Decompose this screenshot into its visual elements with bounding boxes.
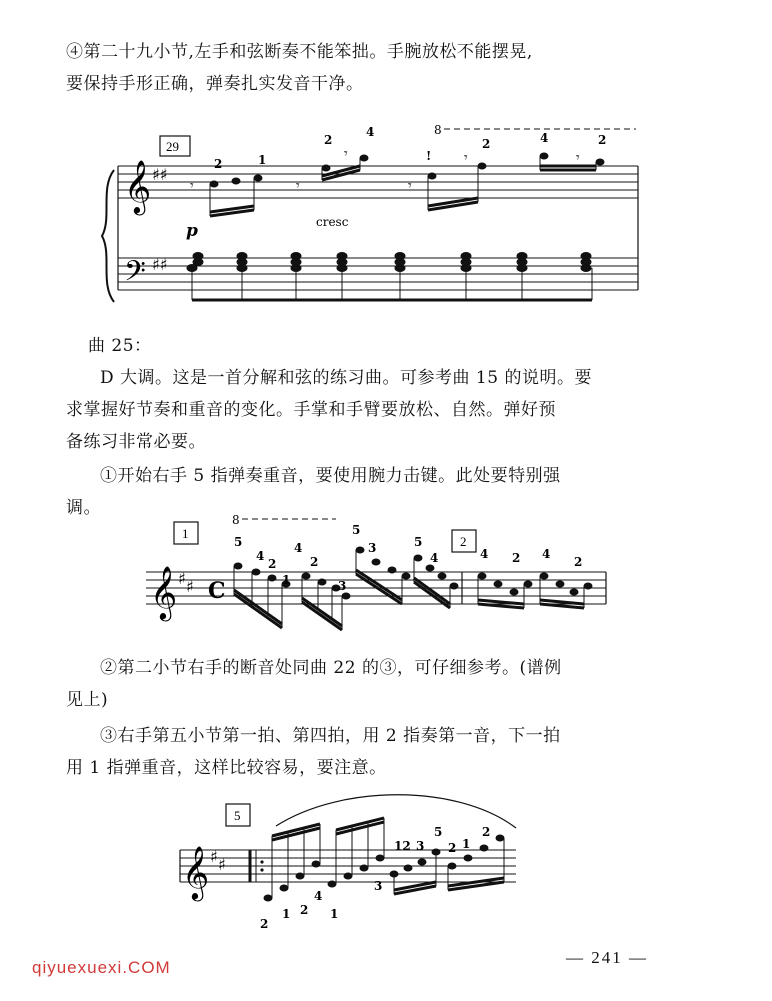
fingerings [214, 125, 606, 171]
svg-text:5: 5 [434, 825, 443, 839]
key-signature-sharps: ♯ [210, 847, 218, 866]
treble-clef: 𝄞 [150, 565, 178, 619]
text-line: ①开始右手 5 指弹奏重音，要使用腕力击键。此处要特别强 [100, 466, 561, 486]
score-excerpt-measures-1-2 [146, 512, 616, 642]
svg-text:𝄾: 𝄾 [576, 150, 580, 166]
text-line: 要保持手形正确，弹奏扎实发音干净。 [66, 74, 364, 94]
measure-number: 1 [182, 526, 189, 541]
dynamic-marking: p [186, 221, 198, 241]
svg-text:1: 1 [330, 907, 339, 921]
measure-number: 5 [234, 808, 241, 823]
svg-text:2: 2 [448, 841, 457, 855]
treble-notes [264, 818, 504, 901]
svg-text:4: 4 [430, 551, 439, 565]
piece-heading [88, 330, 728, 362]
text-line: ③右手第五小节第一拍、第四拍，用 2 指奏第一音，下一拍 [100, 726, 561, 746]
svg-text:5: 5 [352, 523, 361, 537]
svg-text:1: 1 [282, 907, 291, 921]
svg-text:1: 1 [282, 573, 291, 587]
octave-mark: 8 [232, 513, 240, 527]
svg-text:2: 2 [260, 917, 269, 931]
svg-text:1: 1 [462, 837, 471, 851]
svg-text:2: 2 [324, 133, 333, 147]
watermark: qiyuexuexi.COM [32, 958, 171, 977]
page-number: — 241 — [566, 948, 648, 967]
key-signature-sharps: ♯ [218, 855, 226, 874]
svg-text:2: 2 [268, 557, 277, 571]
svg-text:4: 4 [294, 541, 303, 555]
svg-text:𝄾: 𝄾 [344, 146, 348, 162]
svg-text:1: 1 [258, 153, 267, 167]
fingerings [260, 825, 490, 931]
treble-notes [210, 153, 604, 216]
svg-text:4: 4 [480, 547, 489, 561]
octave-mark: 8 [434, 123, 442, 137]
paragraph-measure-29-note [66, 36, 706, 100]
paragraph-note-3 [66, 720, 706, 784]
svg-text:𝄾: 𝄾 [408, 178, 412, 194]
svg-text:𝄾: 𝄾 [190, 178, 194, 194]
expression-marking: cresc [316, 215, 349, 229]
paragraph-note-2 [66, 652, 706, 716]
key-signature-sharps: ♯ [186, 577, 194, 596]
svg-text:2: 2 [310, 555, 319, 569]
text-line: 备练习非常必要。 [66, 432, 206, 452]
svg-text:4: 4 [542, 547, 551, 561]
svg-text:4: 4 [256, 549, 265, 563]
treble-clef: 𝄞 [124, 159, 152, 213]
score-excerpt-measure-5 [172, 790, 532, 940]
svg-text:4: 4 [366, 125, 375, 139]
svg-text:𝄾: 𝄾 [296, 178, 300, 194]
key-signature-sharps: ♯ [178, 569, 186, 588]
svg-text:2: 2 [574, 555, 583, 569]
treble-clef: 𝄞 [182, 845, 210, 899]
key-signature-sharps: ♯♯ [152, 165, 168, 184]
svg-text:4: 4 [540, 131, 549, 145]
svg-text:2: 2 [598, 133, 607, 147]
svg-text:12: 12 [394, 839, 411, 853]
text-line: ④第二十九小节,左手和弦断奏不能笨拙。手腕放松不能摆晃, [66, 42, 533, 62]
svg-text:3: 3 [416, 839, 425, 853]
svg-text:2: 2 [300, 903, 309, 917]
svg-text:3: 3 [374, 879, 383, 893]
bass-chords [187, 253, 592, 301]
svg-text:2: 2 [482, 825, 491, 839]
rests [190, 146, 580, 194]
text-line: ②第二小节右手的断音处同曲 22 的③，可仔细参考。(谱例 [100, 658, 562, 678]
svg-text:4: 4 [314, 889, 323, 903]
text-line: 调。 [66, 498, 101, 518]
svg-text:2: 2 [482, 137, 491, 151]
svg-text:2: 2 [512, 551, 521, 565]
measure-number: 29 [166, 139, 179, 154]
text-line: 曲 25： [88, 336, 152, 356]
text-line: 见上) [66, 690, 109, 710]
text-line: 求掌握好节奏和重音的变化。手掌和手臂要放松、自然。弹好预 [66, 400, 556, 420]
bass-clef: 𝄢 [124, 255, 146, 295]
svg-text:3: 3 [368, 541, 377, 555]
measure-number: 2 [460, 534, 467, 549]
text-line: 用 1 指弹重音，这样比较容易，要注意。 [66, 758, 387, 778]
svg-text:5: 5 [414, 535, 423, 549]
key-signature-sharps: ♯♯ [152, 255, 168, 274]
svg-text:3: 3 [338, 579, 347, 593]
svg-text:!: ! [426, 149, 432, 163]
text-line: D 大调。这是一首分解和弦的练习曲。可参考曲 15 的说明。要 [100, 368, 592, 388]
slur [276, 795, 516, 828]
svg-text:2: 2 [214, 157, 223, 171]
score-excerpt-measure-29 [96, 118, 656, 318]
svg-text:𝄾: 𝄾 [464, 150, 468, 166]
paragraph-piece-intro [66, 362, 706, 458]
brace [102, 170, 114, 302]
svg-text:5: 5 [234, 535, 243, 549]
time-signature: C [208, 578, 226, 604]
